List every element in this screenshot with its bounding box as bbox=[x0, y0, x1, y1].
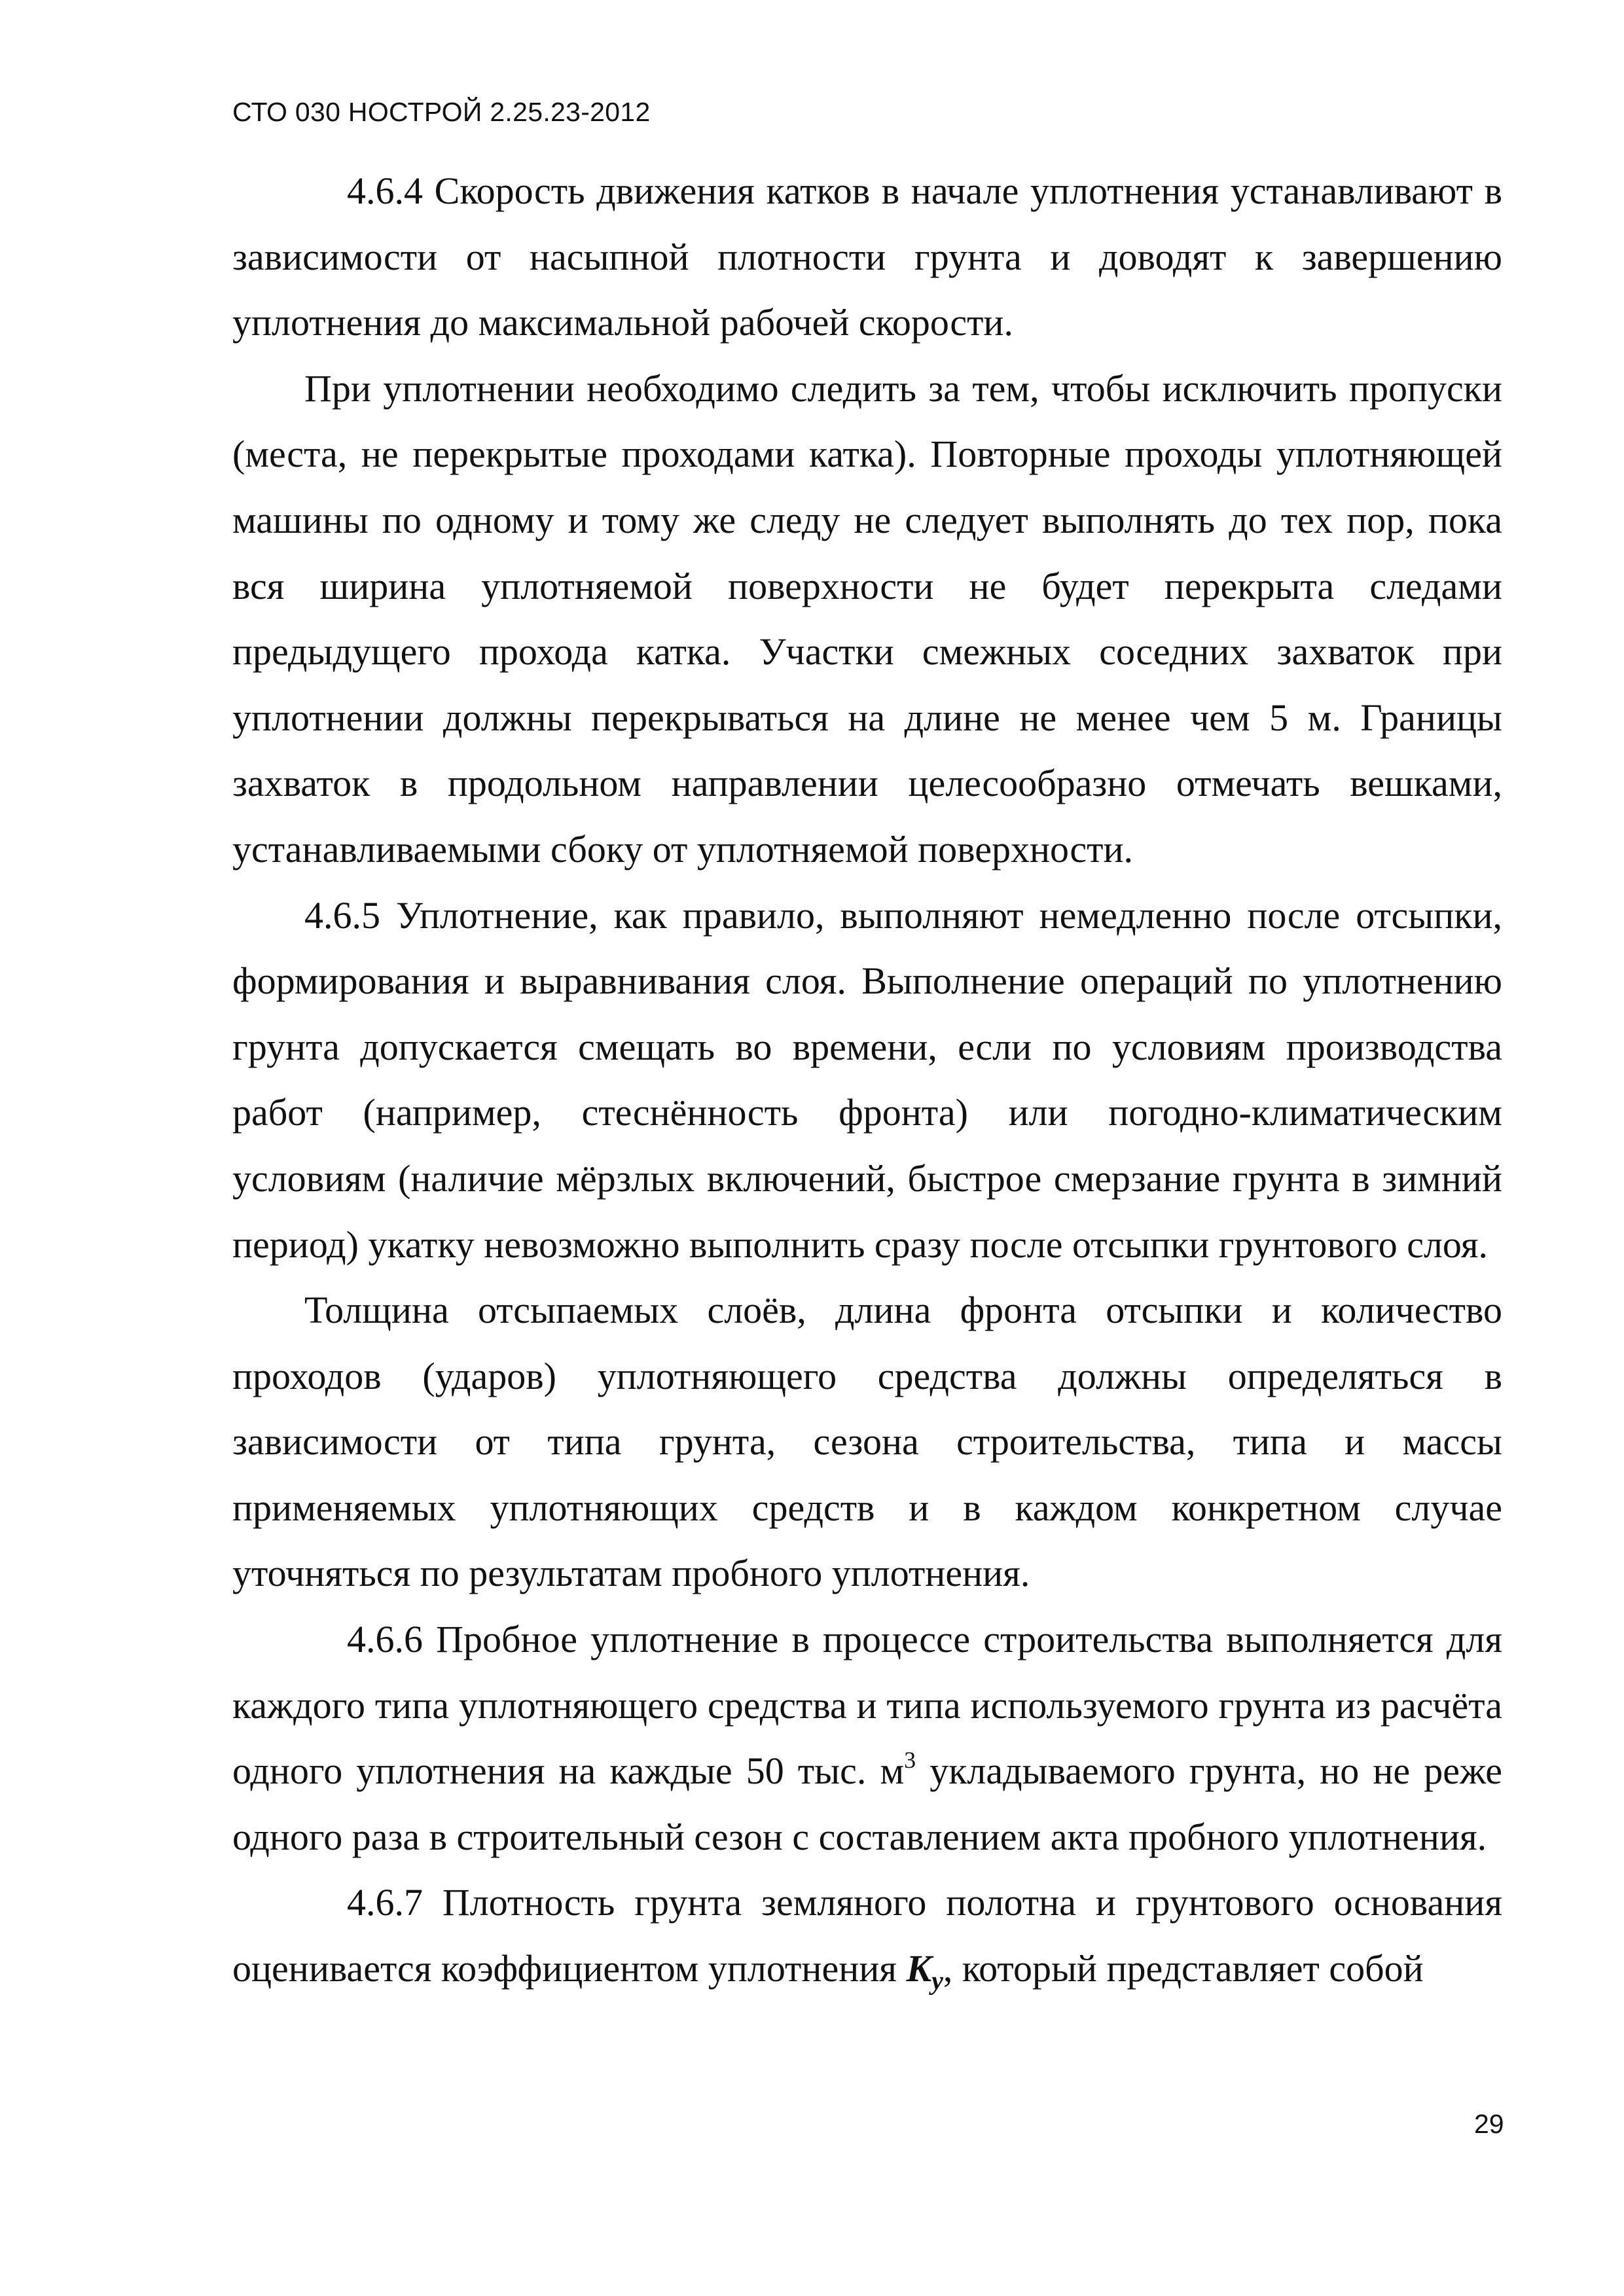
page-number: 29 bbox=[1474, 2109, 1504, 2139]
symbol-main-letter: K bbox=[906, 1947, 932, 1990]
compaction-coefficient-symbol bbox=[906, 1947, 943, 1996]
cubic-superscript: 3 bbox=[904, 1746, 916, 1773]
paragraph-4-6-7-text-start: 4.6.7 Плотность грунта земляного полотна и грунтового основания оценивается коэффициентом уплотнения bbox=[232, 1881, 1502, 1990]
paragraph-4-6-6-text-end: укладываемого грунта, но не реже одного раза в строительный сезон с составлением акта пробного уплотнения. bbox=[232, 1749, 1502, 1858]
paragraph-4-6-6 bbox=[232, 1607, 1502, 1870]
paragraph-4-6-7-text-end: , который представляет собой bbox=[943, 1947, 1424, 1990]
page-body bbox=[232, 158, 1502, 2002]
paragraph-compaction-gaps: При уплотнении необходимо следить за тем, чтобы исключить пропуски (места, не перекрытые проходами катка). Повторные проходы уплотняющей машины по одному и тому же следу не следует выполнять до тех пор, пока вся ширина уплотняемой поверхности не будет перекрыта следами предыдущего прохода катка. Участки смежных соседних захваток при уплотнении должны перекрываться на длине не менее чем 5 м. Границы захваток в продольном направлении целесообразно отмечать вешками, устанавливаемыми сбоку от уплотняемой поверхности. bbox=[232, 367, 1502, 870]
paragraph-4-6-5: 4.6.5 Уплотнение, как правило, выполняют немедленно после отсыпки, формирования и выравнивания слоя. Выполнение операций по уплотнению грунта допускается смещать во времени, если по условиям производства работ (например, стеснённость фронта) или погодно-климатическим условиям (наличие мёрзлых включений, быстрое смерзание грунта в зимний период) укатку невозможно выполнить сразу после отсыпки грунтового слоя. bbox=[232, 893, 1502, 1266]
paragraph-layer-thickness: Толщина отсыпаемых слоёв, длина фронта отсыпки и количество проходов (ударов) уплотняющего средства должны определяться в зависимости от типа грунта, сезона строительства, типа и массы применяемых уплотняющих средств и в каждом конкретном случае уточняться по результатам пробного уплотнения. bbox=[232, 1289, 1502, 1595]
paragraph-4-6-4: 4.6.4 Скорость движения катков в начале уплотнения устанавливают в зависимости от насыпной плотности грунта и доводят к завершению уплотнения до максимальной рабочей скорости. bbox=[232, 170, 1502, 344]
symbol-subscript: y bbox=[931, 1965, 943, 1996]
paragraph-4-6-7 bbox=[232, 1870, 1502, 2001]
paragraph-4-6-6-text-start: 4.6.6 Пробное уплотнение в процессе строительства выполняется для каждого типа уплотняющего средства и типа используемого грунта из расчёта одного уплотнения на каждые 50 тыс. м bbox=[232, 1618, 1502, 1793]
document-code-header: СТО 030 НОСТРОЙ 2.25.23-2012 bbox=[232, 97, 651, 127]
